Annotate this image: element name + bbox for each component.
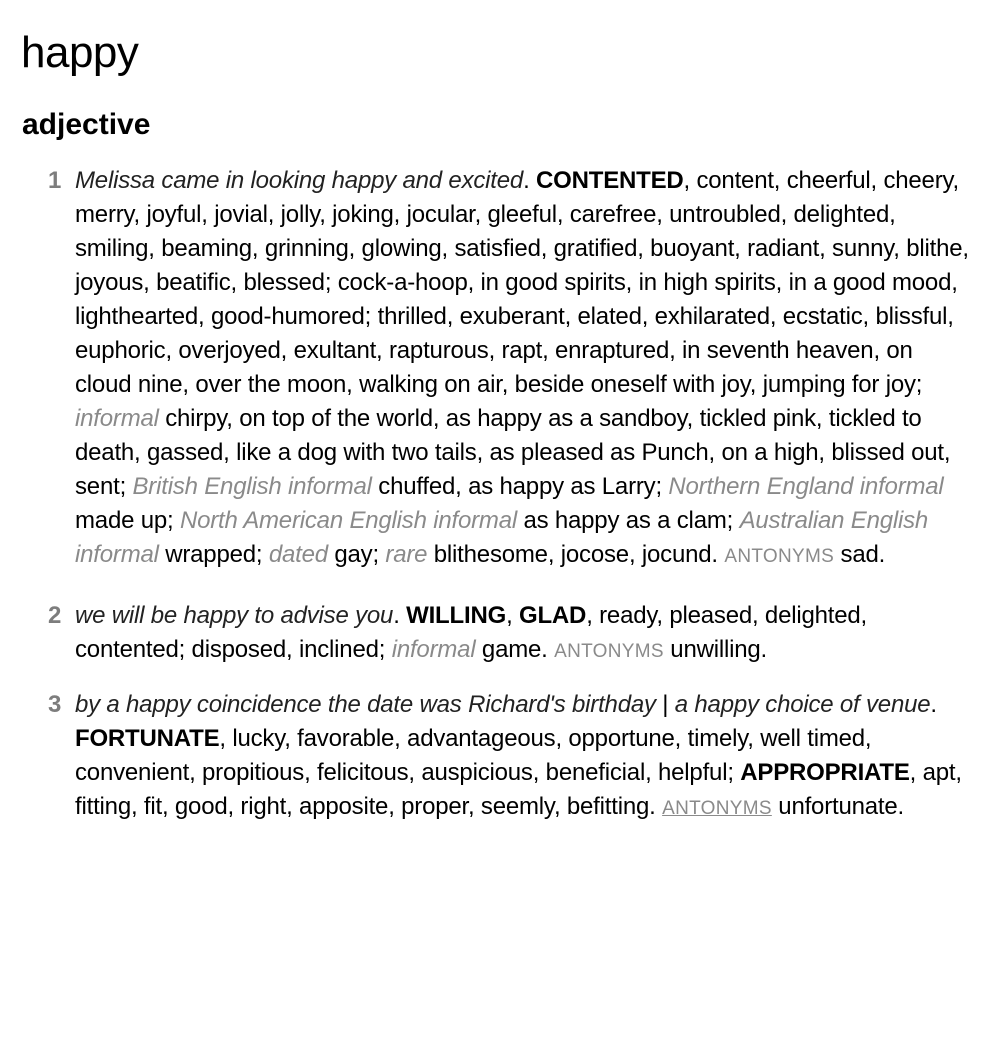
core-synonym: CONTENTED bbox=[536, 167, 684, 194]
register-label: Northern England informal bbox=[668, 473, 944, 500]
core-synonym: FORTUNATE bbox=[75, 725, 220, 752]
synonym-text: . bbox=[393, 602, 407, 629]
core-synonym: GLAD bbox=[519, 602, 587, 629]
example-sentence: Melissa came in looking happy and excited bbox=[75, 167, 524, 194]
synonym-text: , bbox=[506, 602, 519, 629]
antonyms-label: ANTONYMS bbox=[724, 546, 835, 567]
register-label: North American English informal bbox=[179, 507, 517, 534]
synonym-text: unfortunate. bbox=[771, 793, 904, 820]
synonym-text: gay; bbox=[327, 541, 386, 568]
synonym-text: unwilling. bbox=[663, 636, 768, 663]
register-label: rare bbox=[385, 541, 428, 568]
sense-list bbox=[48, 164, 972, 851]
synonym-text: chuffed, as happy as Larry; bbox=[371, 473, 669, 500]
sense-2 bbox=[48, 599, 972, 669]
synonym-text: . bbox=[930, 691, 937, 718]
synonym-text: , ready, pleased, delighted, contented; disposed, inclined; bbox=[75, 602, 868, 663]
register-label: informal bbox=[391, 636, 476, 663]
example-sentence: we will be happy to advise you bbox=[75, 602, 394, 629]
register-label: Australian English informal bbox=[75, 507, 929, 568]
synonym-text: , lucky, favorable, advantageous, opportune, timely, well timed, convenient, propitious, felicitous, auspicious, beneficial, helpful; bbox=[75, 725, 872, 786]
example-sentence: a happy choice of venue bbox=[674, 691, 931, 718]
core-synonym: APPROPRIATE bbox=[740, 759, 910, 786]
register-label: British English informal bbox=[132, 473, 372, 500]
headword: happy bbox=[21, 28, 139, 77]
synonym-text: sad. bbox=[834, 541, 886, 568]
synonym-text: chirpy, on top of the world, as happy as a sandboy, tickled pink, tickled to death, gassed, like a dog with two tails, as pleased as Punch, on a high, blissed out, sent; bbox=[75, 405, 951, 500]
register-label: dated bbox=[268, 541, 328, 568]
synonym-text: as happy as a clam; bbox=[516, 507, 740, 534]
synonym-text: , apt, fitting, fit, good, right, apposite, proper, seemly, befitting. bbox=[75, 759, 962, 820]
part-of-speech: adjective bbox=[22, 108, 151, 141]
sense-1 bbox=[48, 164, 972, 574]
antonyms-link[interactable]: ANTONYMS bbox=[662, 798, 772, 819]
synonym-text: , content, cheerful, cheery, merry, joyful, jovial, jolly, joking, jocular, gleeful, carefree, untroubled, delighted, smiling, beaming, grinning, glowing, satisfied, gratified, buoyant, radiant, sunny, blithe, joyous, beatific, blessed; cock-a-hoop, in good spirits, in high spirits, in a good mood, lighthearted, good-humored; thrilled, exuberant, elated, exhilarated, ecstatic, blissful, euphoric, overjoyed, exultant, rapturous, rapt, enraptured, in seventh heaven, on cloud nine, over the moon, walking on air, beside oneself with joy, jumping for joy; bbox=[75, 167, 969, 398]
synonym-text: blithesome, jocose, jocund. bbox=[427, 541, 725, 568]
synonym-text: | bbox=[655, 691, 675, 718]
sense-number: 2 bbox=[48, 602, 62, 629]
synonym-text: made up; bbox=[75, 507, 180, 534]
synonym-text: . bbox=[523, 167, 536, 194]
register-label: informal bbox=[75, 405, 159, 432]
synonym-text: game. bbox=[475, 636, 555, 663]
sense-3 bbox=[48, 688, 972, 826]
antonyms-label: ANTONYMS bbox=[554, 641, 664, 662]
sense-number: 3 bbox=[48, 691, 62, 718]
sense-number: 1 bbox=[48, 167, 62, 194]
example-sentence: by a happy coincidence the date was Richard's birthday bbox=[75, 691, 656, 718]
synonym-text: wrapped; bbox=[158, 541, 269, 568]
core-synonym: WILLING bbox=[406, 602, 507, 629]
